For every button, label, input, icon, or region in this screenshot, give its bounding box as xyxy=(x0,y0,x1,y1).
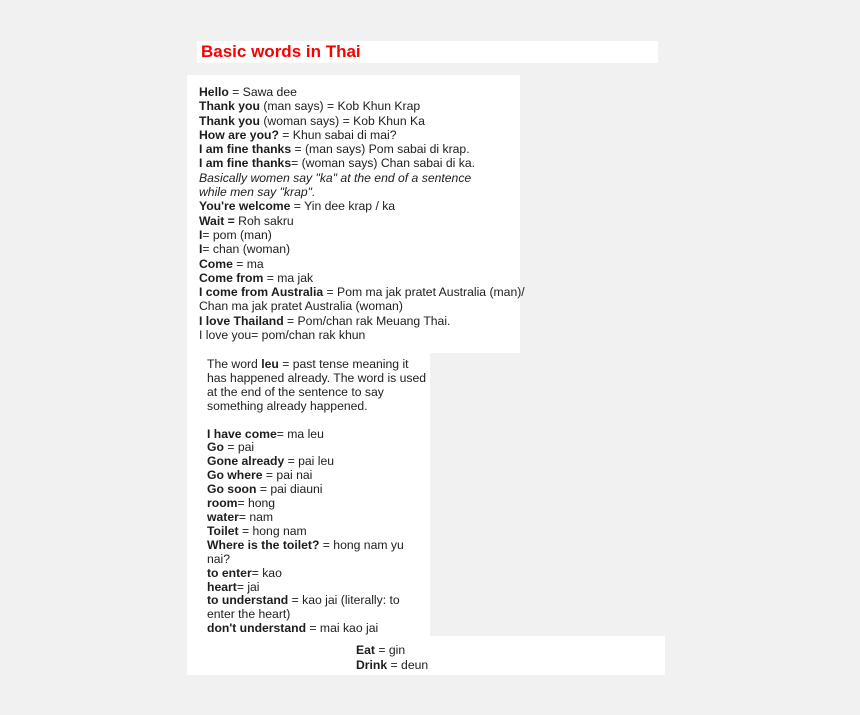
phrase-term: I love Thailand xyxy=(199,313,284,328)
phrase-term: Toilet xyxy=(207,523,239,538)
text-line xyxy=(199,242,512,256)
text-line xyxy=(356,658,657,673)
phrase-term: don't understand xyxy=(207,621,307,636)
phrase-text: enter the heart) xyxy=(207,607,291,622)
basic-phrases-block xyxy=(187,75,525,353)
phrase-text: = pai xyxy=(223,440,255,455)
phrase-term: I have come xyxy=(207,426,277,441)
phrase-term: to enter xyxy=(207,565,252,580)
phrase-text: = deun xyxy=(387,657,429,672)
phrase-term: leu xyxy=(261,357,279,371)
phrase-text: = Pom ma jak pratet Australia (man)/ xyxy=(323,285,525,300)
text-line xyxy=(199,128,512,142)
phrase-term: Go soon xyxy=(207,482,257,497)
phrase-term: water xyxy=(207,509,239,524)
phrase-term: Go where xyxy=(207,468,263,483)
text-line xyxy=(207,358,424,372)
phrase-term: Where is the toilet? xyxy=(207,537,320,552)
phrase-text: The word xyxy=(207,357,262,371)
phrase-text: = gin xyxy=(374,643,406,657)
phrase-text: at the end of the sentence to say xyxy=(207,384,384,399)
eat-drink-block xyxy=(187,636,665,675)
phrase-term: I xyxy=(199,227,203,242)
phrase-term: Go xyxy=(207,440,224,455)
phrase-term: Eat xyxy=(356,643,375,657)
phrase-text: (woman says) = Kob Khun Ka xyxy=(259,113,425,128)
title-banner xyxy=(197,41,658,63)
text-line xyxy=(207,455,424,469)
phrase-text: Roh sakru xyxy=(234,213,294,228)
phrase-text: = Sawa dee xyxy=(228,85,297,99)
text-line xyxy=(207,386,424,400)
phrase-text: = hong xyxy=(237,496,276,511)
phrase-text: = ma jak xyxy=(263,270,314,285)
text-line xyxy=(199,285,525,300)
phrase-text: Chan ma jak pratet Australia (woman) xyxy=(199,299,403,314)
text-line xyxy=(199,214,512,228)
text-line xyxy=(207,594,424,608)
text-line xyxy=(199,228,512,242)
phrase-term: Gone already xyxy=(207,454,285,469)
phrase-term: Hello xyxy=(199,85,229,99)
phrase-text: has happened already. The word is used xyxy=(207,370,427,385)
text-line xyxy=(207,553,424,567)
phrase-term: Thank you xyxy=(199,113,260,128)
phrase-term: How are you? xyxy=(199,127,279,142)
phrase-text: (man says) = Kob Khun Krap xyxy=(259,99,421,114)
text-line xyxy=(199,171,512,185)
text-line xyxy=(207,567,424,581)
phrase-term: Wait = xyxy=(199,213,235,228)
text-line xyxy=(199,199,512,213)
phrase-term: I xyxy=(199,242,203,257)
phrase-text: = ma leu xyxy=(276,426,324,441)
phrase-term: I am fine thanks xyxy=(199,156,292,171)
text-line xyxy=(207,441,424,455)
phrase-text: something already happened. xyxy=(207,398,368,413)
text-line xyxy=(199,156,512,170)
phrase-text: = Khun sabai di mai? xyxy=(278,127,397,142)
text-line xyxy=(207,539,424,553)
phrase-text: = pom (man) xyxy=(202,227,272,242)
phrase-term: I come from Australia xyxy=(199,285,324,300)
text-line xyxy=(207,622,424,636)
phrase-text: Basically women say "ka" at the end of a sentence xyxy=(199,170,472,185)
phrase-text: = kao xyxy=(251,565,282,580)
phrase-text: = past tense meaning it xyxy=(278,357,409,371)
phrase-text: = hong nam xyxy=(238,523,307,538)
phrase-term: Come from xyxy=(199,270,264,285)
text-line xyxy=(199,328,512,342)
text-line xyxy=(199,271,512,285)
text-line xyxy=(199,142,512,156)
phrase-term: heart xyxy=(207,579,237,594)
phrase-term: Come xyxy=(199,256,233,271)
text-line xyxy=(207,428,424,442)
phrase-term: Drink xyxy=(356,657,388,672)
phrase-term: Thank you xyxy=(199,99,260,114)
text-line xyxy=(207,608,424,622)
phrase-text: nai? xyxy=(207,551,231,566)
text-line xyxy=(207,370,427,386)
text-line xyxy=(199,114,512,128)
phrase-text: = nam xyxy=(238,509,274,524)
phrase-term: to understand xyxy=(207,593,289,608)
phrase-text: = pai diauni xyxy=(256,482,323,497)
phrase-text: = (woman says) Chan sabai di ka. xyxy=(291,156,476,171)
phrase-term: room xyxy=(207,496,238,511)
text-line xyxy=(207,400,424,414)
phrase-text: while men say "krap". xyxy=(199,185,316,200)
text-line xyxy=(199,314,512,328)
text-line xyxy=(207,483,424,497)
text-line xyxy=(207,511,424,525)
text-line xyxy=(199,257,512,271)
phrase-term: You're welcome xyxy=(199,199,291,214)
text-line xyxy=(199,99,512,113)
phrase-term: I am fine thanks xyxy=(199,142,292,157)
phrase-text: = mai kao jai xyxy=(306,621,379,636)
phrase-text: = hong nam yu xyxy=(319,537,404,552)
text-line xyxy=(199,185,512,199)
phrase-text: I love you= pom/chan rak khun xyxy=(199,328,366,343)
text-line xyxy=(207,525,424,539)
phrase-text: = Pom/chan rak Meuang Thai. xyxy=(283,313,451,328)
phrase-text: = Yin dee krap / ka xyxy=(290,199,396,214)
phrase-text: = pai nai xyxy=(262,468,313,483)
phrase-text: = (man says) Pom sabai di krap. xyxy=(291,142,470,157)
phrase-text: = ma xyxy=(232,256,264,271)
text-line xyxy=(207,497,424,511)
leu-explanation-block xyxy=(187,353,430,636)
phrase-text: = pai leu xyxy=(284,454,335,469)
text-line xyxy=(199,299,512,313)
phrase-text: = chan (woman) xyxy=(202,242,291,257)
text-line xyxy=(207,414,424,428)
text-line xyxy=(356,643,657,658)
text-line xyxy=(199,85,512,99)
phrase-text: = kao jai (literally: to xyxy=(288,593,400,608)
phrase-text: = jai xyxy=(236,579,260,594)
text-line xyxy=(207,581,424,595)
text-line xyxy=(207,469,424,483)
page-title: Basic words in Thai xyxy=(201,42,361,61)
